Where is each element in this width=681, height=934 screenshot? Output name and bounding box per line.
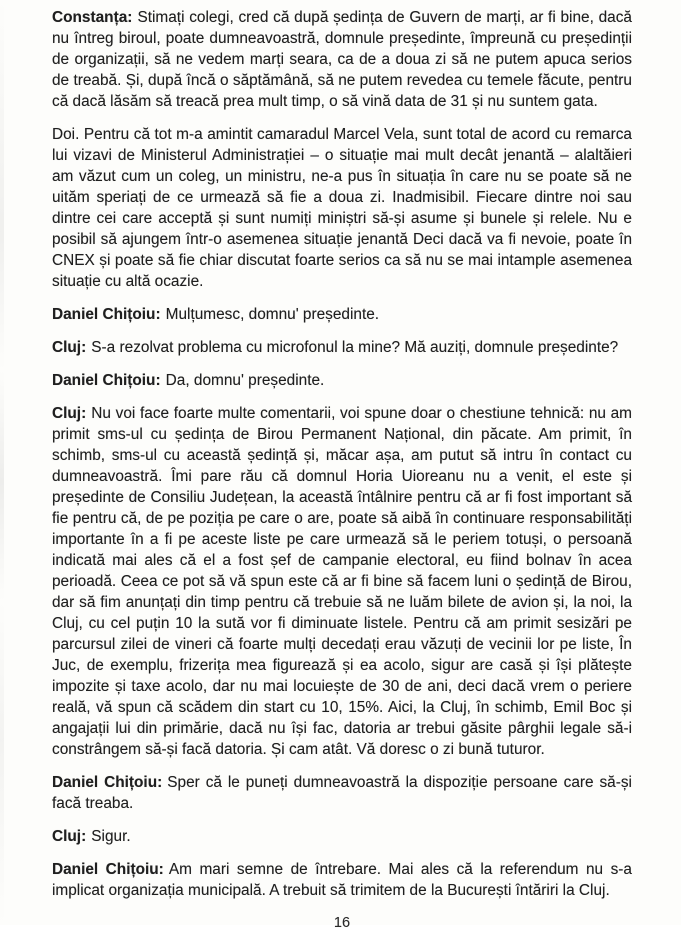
speech-text: S-a rezolvat problema cu microfonul la mine? Mă auziți, domnule președinte? xyxy=(91,339,619,356)
speech-text: Sigur. xyxy=(91,828,131,845)
speaker-name: Daniel Chițoiu: xyxy=(52,372,161,389)
transcript-paragraph xyxy=(52,304,632,325)
speech-text: Sper că le puneți dumneavoastră la dispoziție persoane care să-și facă treaba. xyxy=(52,774,632,812)
transcript-paragraph xyxy=(52,7,632,112)
transcript-paragraph xyxy=(52,124,632,292)
speech-text: Stimați colegi, cred că după ședința de Guvern de marți, ar fi bine, dacă nu întreg biroul, poate dumneavoastră, domnule președinte, împreună cu președinții de organizații, să ne vedem marți seara, ca de a doua zi să ne putem apuca serios de treabă. Și, după încă o săptămână, să ne putem revedea cu temele făcute, pentru că dacă lăsăm să treacă prea mult timp, o să vină data de 31 și nu suntem gata. xyxy=(52,9,632,110)
speaker-name: Constanța: xyxy=(52,9,133,26)
transcript-paragraph xyxy=(52,772,632,814)
speech-text: Nu voi face foarte multe comentarii, voi spune doar o chestiune tehnică: nu am primit sms-ul cu ședința de Birou Permanent Național, din păcate. Am primit, în schimb, sms-ul cu această ședință și, măcar așa, am putut să intru în contact cu dumneavoastră. Îmi pare rău că domnul Horia Uioreanu nu a venit, el este și președinte de Consiliu Județean, la această întâlnire pentru că ar fi fost important să fie pentru că, de pe poziția pe care o are, poate să aibă în continuare responsabilități importante în a fi pe aceste liste pe care urmează să le periem totuși, o persoană indicată mai ales că el a fost șef de campanie electoral, eu fiind bolnav în acea perioadă. Ceea ce pot să vă spun este că ar fi bine să facem luni o ședință de Birou, dar să fim anunțați din timp pentru că trebuie să ne luăm bilete de avion și, la noi, la Cluj, cu cel puțin 10 la sută vor fi diminuate listele. Pentru că am primit sesizări pe parcursul zilei de vineri că foarte mulți decedați erau văzuți de vecinii lor pe liste, În Juc, de exemplu, frizerița mea figurează și ea acolo, sigur are casă și își plătește impozite și taxe acolo, dar nu mai locuiește de 30 de ani, deci dacă vrem o periere reală, vă spun că scădem din start cu 10, 15%. Aici, la Cluj, în schimb, Emil Boc și angajații lui din primărie, dacă nu își fac, datoria ar trebui găsite pârghii legale să-i constrângem să-și facă datoria. Și cam atât. Vă doresc o zi bună tuturor. xyxy=(52,405,632,758)
page-number: 16 xyxy=(333,915,351,931)
speech-text: Am mari semne de întrebare. Mai ales că la referendum nu s-a implicat organizația municipală. A trebuit să trimitem de la București întăriri la Cluj. xyxy=(52,861,632,899)
transcript-paragraph xyxy=(52,826,632,847)
transcript-paragraph xyxy=(52,403,632,760)
speech-text: Doi. Pentru că tot m-a amintit camaradul Marcel Vela, sunt total de acord cu remarca lui vizavi de Ministerul Administrației – o situație mai mult decât jenantă – alaltăieri am văzut cum un coleg, un ministru, ne-a pus în situația în care nu se poate să ne uităm speriați de ce urmează să fie a doua zi. Inadmisibil. Fiecare dintre noi sau dintre cei care acceptă și sunt numiți miniștri să-și asume și bunele și relele. Nu e posibil să ajungem într-o asemenea situație jenantă Deci dacă va fi nevoie, poate în CNEX și poate să fie chiar discutat foarte serios ca să nu se mai intample asemenea situație cu altă ocazie. xyxy=(52,126,632,290)
speech-text: Da, domnu' președinte. xyxy=(165,372,325,389)
speaker-name: Cluj: xyxy=(52,339,87,356)
transcript-paragraph xyxy=(52,337,632,358)
transcript-paragraph xyxy=(52,370,632,391)
transcript-paragraph xyxy=(52,859,632,901)
speaker-name: Daniel Chițoiu: xyxy=(52,774,163,791)
speech-text: Mulțumesc, domnu' președinte. xyxy=(165,306,380,323)
speaker-name: Daniel Chițoiu: xyxy=(52,306,161,323)
speaker-name: Cluj: xyxy=(52,828,87,845)
speaker-name: Daniel Chițoiu: xyxy=(52,861,164,878)
speaker-name: Cluj: xyxy=(52,405,87,422)
